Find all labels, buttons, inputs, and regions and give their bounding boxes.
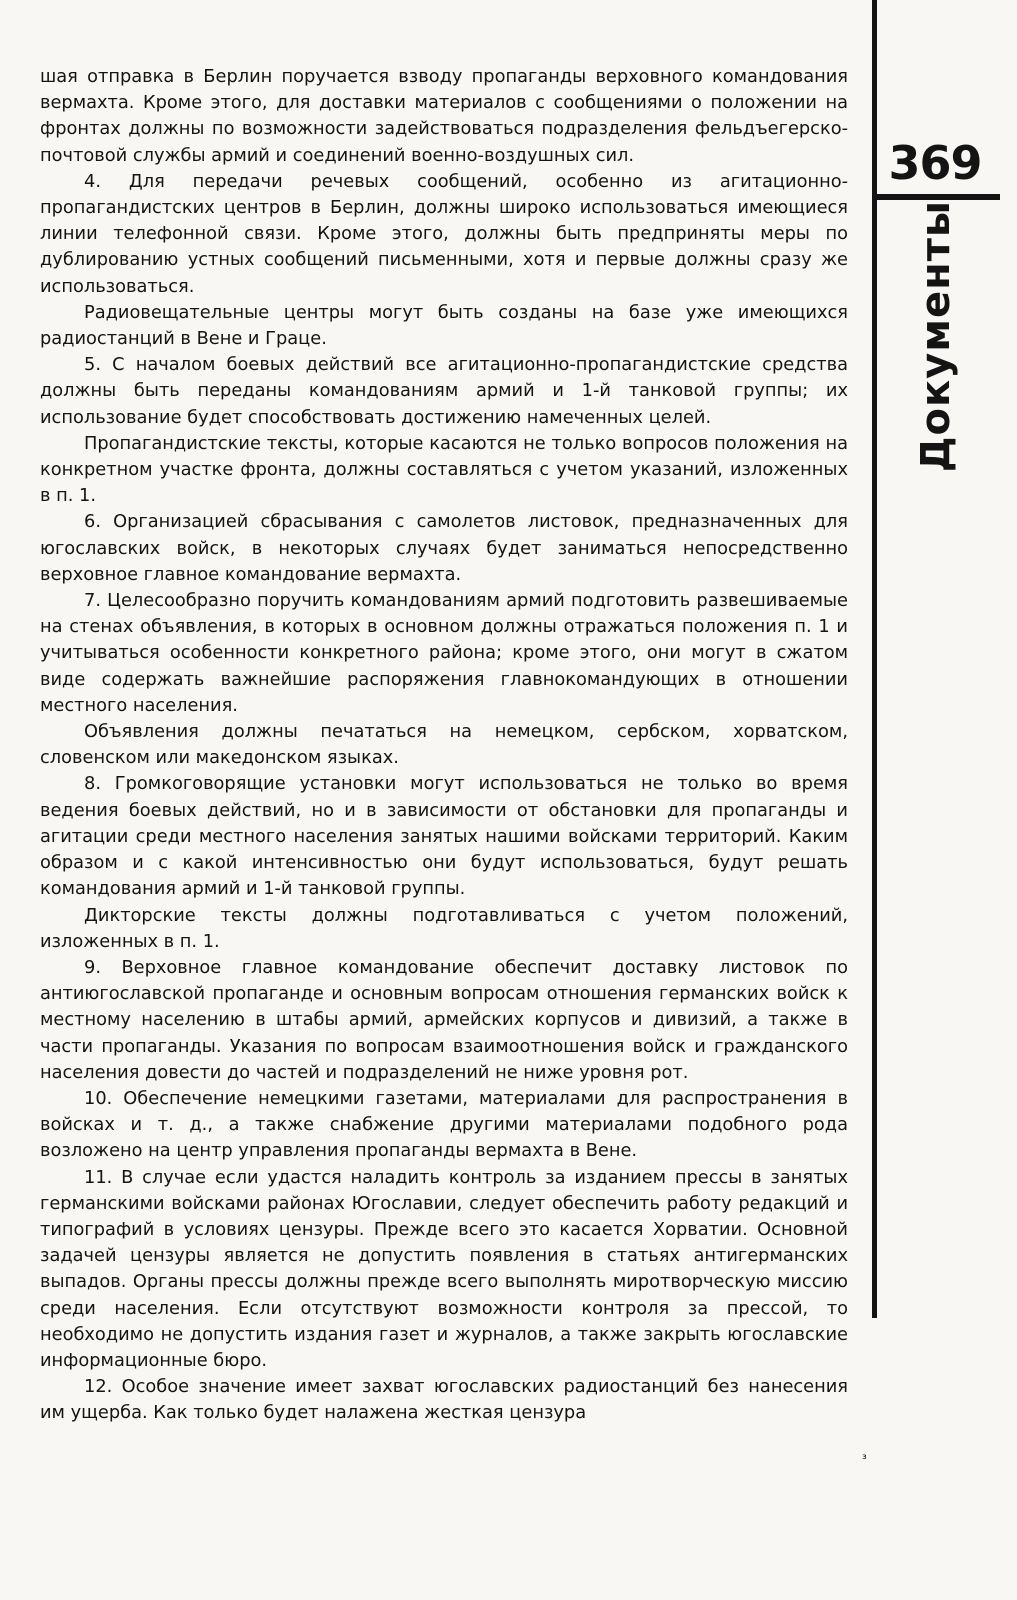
section-title: Документы <box>913 199 959 473</box>
paragraph: 12. Особое значение имеет захват югославских радиостанций без нанесения им ущерба. Как только будет налажена жесткая цензура <box>40 1376 848 1424</box>
paragraph: Объявления должны печататься на немецком, сербском, хорватском, словенском или македонском языках. <box>40 721 848 769</box>
paragraph: 11. В случае если удастся наладить контроль за изданием прессы в занятых германскими войсками районах Югославии, следует обеспечить работу редакций и типографий в условиях цензуры. Прежде всего это касается Хорватии. Основной задачей цензуры является не допустить появления в статьях антигерманских выпадов. Органы прессы должны прежде всего выполнять миротворческую миссию среди населения. Если отсутствуют возможности контроля за прессой, то необходимо не допустить издания газет и журналов, а также закрыть югославские информационные бюро. <box>40 1166 848 1371</box>
page-number: 369 <box>888 136 982 190</box>
paragraph: 7. Целесообразно поручить командованиям армий подготовить развешиваемые на стенах объявления, в которых в основном должны отражаться положения п. 1 и учитываться особенности конкретного района; кроме этого, они могут в сжатом виде содержать важнейшие распоряжения главнокомандующих в отношении местного населения. <box>40 590 848 716</box>
paragraph: 5. С началом боевых действий все агитационно-пропагандистские средства должны быть переданы командованиям армий и 1-й танковой группы; их использование будет способствовать достижению намеченных целей. <box>40 354 848 428</box>
paragraph: 10. Обеспечение немецкими газетами, материалами для распространения в войсках и т. д., а также снабжение другими материалами подобного рода возложено на центр управления пропаганды вермахта в Вене. <box>40 1087 848 1162</box>
paragraph: шая отправка в Берлин поручается взводу пропаганды верховного командования вермахта. Кроме этого, для доставки материалов с сообщениями о положении на фронтах должны по возможности задействоваться подразделения фельдъегерско-почтовой службы армий и соединений военно-воздушных сил. <box>40 66 848 166</box>
paragraph: Пропагандистские тексты, которые касаются не только вопросов положения на конкретном участке фронта, должны составляться с учетом указаний, изложенных в п. 1. <box>40 432 848 507</box>
paragraph: Радиовещательные центры могут быть созданы на базе уже имеющихся радиостанций в Вене и Граце. <box>40 301 848 350</box>
paragraph: 4. Для передачи речевых сообщений, особенно из агитационно-пропагандистских центров в Берлин, должны широко использоваться имеющиеся линии телефонной связи. Кроме этого, должны быть предприняты меры по дублированию устных сообщений письменными, хотя и первые должны сразу же использоваться. <box>40 170 848 297</box>
margin-mark: ³ <box>862 1452 867 1466</box>
paragraph: 6. Организацией сбрасывания с самолетов листовок, предназначенных для югославских войск, в некоторых случаях будет заниматься непосредственно верховное главное командование вермахта. <box>40 511 848 585</box>
paragraph: 8. Громкоговорящие установки могут использоваться не только во время ведения боевых действий, но и в зависимости от обстановки для пропаганды и агитации среди местного населения занятых нашими войсками территорий. Каким образом и с какой интенсивностью они будут использоваться, будут решать командования армий и 1-й танковой группы. <box>40 773 848 900</box>
paragraph: 9. Верховное главное командование обеспечит доставку листовок по антиюгославской пропаганде и основным вопросам отношения германских войск к местному населению в штабы армий, армейских корпусов и дивизий, а также в части пропаганды. Указания по вопросам взаимоотношения войск и гражданского населения довести до частей и подразделений не ниже уровня рот. <box>40 956 848 1083</box>
body-text <box>40 64 848 1427</box>
paragraph: Дикторские тексты должны подготавливаться с учетом положений, изложенных в п. 1. <box>40 904 848 952</box>
